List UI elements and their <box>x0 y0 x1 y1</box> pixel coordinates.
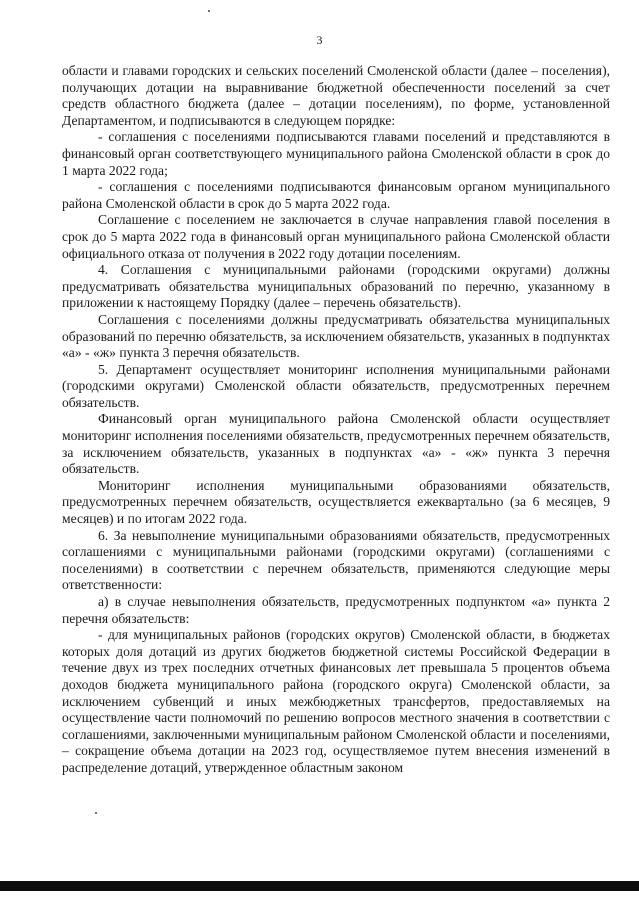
paragraph-item-5: 5. Департамент осуществляет мониторинг исполнения муниципальными районами (городскими округами) Смоленской области обязательств, предусмотренных перечнем обязательств. <box>62 361 610 410</box>
paragraph: Финансовый орган муниципального района Смоленской области осуществляет мониторинг исполнения поселениями обязательств, предусмотренных перечнем обязательств, за исключением обязательств, указанных в подпунктах «а» - «ж» пункта 3 перечня обязательств. <box>62 411 610 477</box>
paragraph-dash-item: - соглашения с поселениями подписываются главами поселений и представляются в финансовый орган соответствующего муниципального района Смоленской области в срок до 1 марта 2022 года; <box>62 129 610 178</box>
paragraph-dash-item: - соглашения с поселениями подписываются финансовым органом муниципального района Смоленской области в срок до 5 марта 2022 года. <box>62 179 610 211</box>
paragraph: Мониторинг исполнения муниципальными образованиями обязательств, предусмотренных перечнем обязательств, осуществляется ежеквартально (за 6 месяцев, 9 месяцев) и по итогам 2022 года. <box>62 477 610 527</box>
paragraph-continuation: области и главами городских и сельских поселений Смоленской области (далее – поселения), получающих дотации на выравнивание бюджетной обеспеченности поселений за счет средств областного бюджета (далее – дотации поселениям), по форме, установленной Департаментом, и подписываются в следующем порядке: <box>62 63 610 128</box>
document-body <box>62 63 610 777</box>
paragraph-subitem-a: а) в случае невыполнения обязательств, предусмотренных подпунктом «а» пункта 2 перечня обязательств: <box>62 594 610 626</box>
paragraph-item-4: 4. Соглашения с муниципальными районами (городскими округами) должны предусматривать обязательства муниципальных образований по перечню, указанному в приложении к настоящему Порядку (далее – перечень обязательств). <box>62 262 610 311</box>
paragraph-item-6: 6. За невыполнение муниципальными образованиями обязательств, предусмотренных соглашениями с муниципальными районами (городскими округами) (соглашениями с поселениями) в соответствии с перечнем обязательств, применяются следующие меры ответственности: <box>62 527 610 593</box>
paragraph: Соглашения с поселениями должны предусматривать обязательства муниципальных образований по перечню обязательств, за исключением обязательств, указанных в подпунктах «а» - «ж» пункта 3 перечня обязательств. <box>62 311 610 361</box>
paragraph-dash-item: - для муниципальных районов (городских округов) Смоленской области, в бюджетах которых доля дотаций из других бюджетов бюджетной системы Российской Федерации в течение двух из трех последних отчетных финансовых лет превышала 5 процентов объема доходов бюджета муниципального района (городского округа) Смоленской области, за исключением субвенций и иных межбюджетных трансфертов, предоставляемых на осуществление части полномочий по решению вопросов местного значения в соответствии с соглашениями, заключенными муниципальным районом Смоленской области и поселениями, – сокращение объема дотации на 2023 год, осуществляемое путем внесения изменений в распределение дотаций, утвержденное областным законом <box>62 627 610 775</box>
scan-edge-band <box>0 881 639 891</box>
paragraph: Соглашение с поселением не заключается в случае направления главой поселения в срок до 5 марта 2022 года в финансовый орган муниципального района Смоленской области официального отказа от получения в 2022 году дотации поселениям. <box>62 212 610 261</box>
scan-speck <box>95 812 97 814</box>
page-number: 3 <box>316 33 323 47</box>
scan-speck <box>208 10 210 12</box>
